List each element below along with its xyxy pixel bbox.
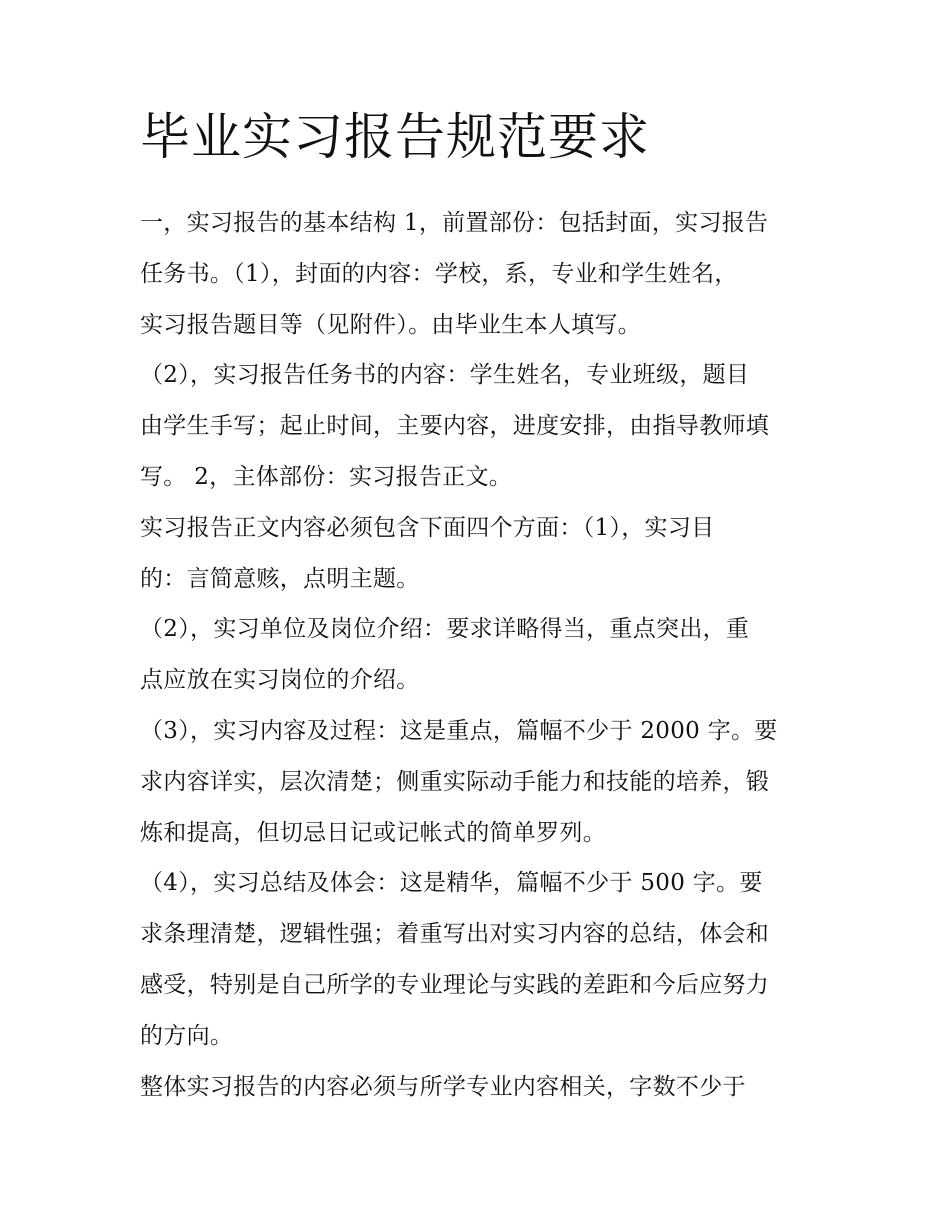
body-line: （2），实习单位及岗位介绍：要求详略得当，重点突出，重	[140, 616, 750, 643]
body-line: 点应放在实习岗位的介绍。	[140, 667, 420, 694]
body-line: 写。 2，主体部份：实习报告正文。	[140, 463, 513, 490]
body-line: 一，实习报告的基本结构 1，前置部份：包括封面，实习报告	[140, 210, 769, 236]
body-line: 整体实习报告的内容必须与所学专业内容相关，字数不少于	[140, 1073, 746, 1100]
body-line: 的方向。	[140, 1022, 234, 1049]
body-line: 的：言简意赅，点明主题。	[140, 565, 420, 592]
body-line: （3），实习内容及过程：这是重点，篇幅不少于 2000 字。要	[140, 717, 778, 744]
body-line: 由学生手写；起止时间，主要内容，进度安排，由指导教师填	[140, 413, 770, 440]
body-line: 求条理清楚，逻辑性强；着重写出对实习内容的总结，体会和	[140, 921, 770, 948]
body-line: 实习报告正文内容必须包含下面四个方面：（1），实习目	[140, 514, 715, 541]
body-line: 炼和提高，但切忌日记或记帐式的简单罗列。	[140, 819, 606, 846]
document-body	[140, 198, 840, 1112]
body-line: 实习报告题目等（见附件）。由毕业生本人填写。	[140, 311, 642, 338]
body-line: 求内容详实，层次清楚；侧重实际动手能力和技能的培养，锻	[140, 768, 770, 795]
body-line: 感受，特别是自己所学的专业理论与实践的差距和今后应努力	[140, 971, 770, 998]
body-line: 任务书。（1），封面的内容：学校，系，专业和学生姓名，	[140, 260, 738, 287]
page-title: 毕业实习报告规范要求	[140, 108, 650, 166]
body-line: （4），实习总结及体会：这是精华，篇幅不少于 500 字。要	[140, 870, 763, 897]
body-line: （2），实习报告任务书的内容：学生姓名，专业班级，题目	[140, 362, 750, 389]
